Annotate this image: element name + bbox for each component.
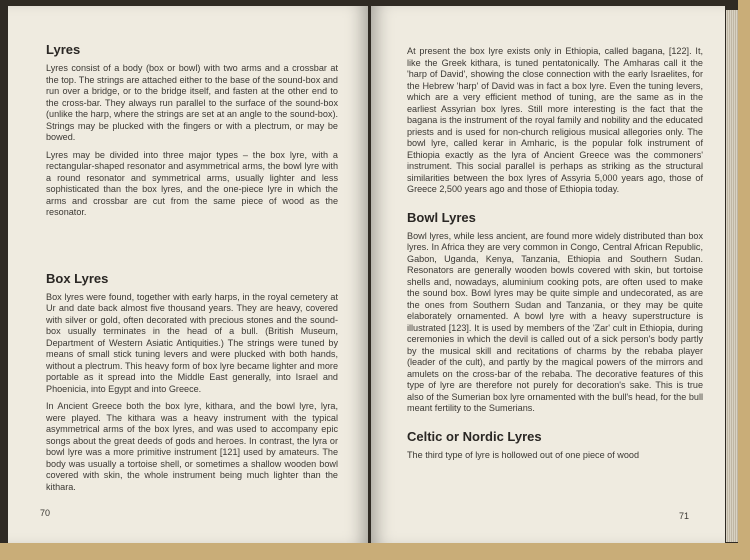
page-number-left: 70 — [40, 508, 51, 518]
right-page-text — [407, 46, 703, 467]
left-page — [8, 6, 368, 543]
heading-celtic-nordic-lyres: Celtic or Nordic Lyres — [407, 428, 542, 444]
right-page — [371, 6, 725, 543]
paragraph: Lyres may be divided into three major types – the box lyre, with a rectangular-shaped resonator and asymmetrical arms, the bowl lyre with a round resonator and symmetrical arms, usually lighter and less sophisticated than the box lyres, and the one-piece lyre in which the arms and crossbar are cut from the same piece of wood as the resonator. — [46, 149, 338, 217]
heading-lyres: Lyres — [46, 42, 81, 57]
heading-box-lyres: Box Lyres — [46, 270, 109, 286]
book-cover-right — [738, 0, 750, 560]
paragraph: At present the box lyre exists only in Ethiopia, called bagana, [122]. It, like the Greek kithara, is tuned pentatonically. The Amharas call it the 'harp of David', showing the close connection with the early Israelites, for the Hebrew 'harp' of David was in fact a box lyre. Even the tuning levers, which are a very efficient method of tuning, are the same as in the earliest Assyrian box lyres. Still more interesting is the fact that the bagana is the instrument of the royal family and nobility and the educated priests and is used for non-church religious musical allegories only. The bowl lyre, called kerar in Amharic, is the popular folk instrument of Ethiopia exactly as the lyra of Ancient Greece was the commoners' instrument. This social parallel is perhaps as striking as the structural similarities between the box lyres of Assyria 5,000 years ago, those of Greece 2,500 years ago and those of Ethiopia today. — [407, 46, 703, 194]
page-number-right: 71 — [679, 511, 690, 521]
heading-bowl-lyres: Bowl Lyres — [407, 209, 476, 225]
left-page-text — [46, 42, 338, 499]
paragraph: In Ancient Greece both the box lyre, kithara, and the bowl lyre, lyra, were played. The kithara was a heavy instrument with the typical asymmetrical arms of the box lyres, and was used to accompany epic songs about the great deeds of gods and heroes. In contrast, the lyra or bowl lyre was a more primitive instrument [121] used by amateurs. The body was usually a tortoise shell, or sometimes a shallow wooden bowl covered with skin, the whole instrument being much lighter than the kithara. — [46, 401, 338, 492]
paragraph: The third type of lyre is hollowed out of one piece of wood — [407, 449, 640, 460]
book-cover-bottom — [0, 543, 750, 560]
page-edges — [726, 10, 738, 542]
paragraph: Bowl lyres, while less ancient, are found more widely distributed than box lyres. In Africa they are very common in Congo, Central African Republic, Gabon, Uganda, Kenya, Tanzania, Ethiopia and Southern Sudan. Resonators are generally wooden bowls covered with skin, but tortoise shells and, nowadays, aluminium cooking pots, are often used to make the sound box. Bowl lyres may be quite simple and undecorated, as are the ones from Southern Sudan and Tanzania, or they may be quite elaborately ornamented. A bowl lyre with a heavy superstructure is illustrated [123]. It is used by members of the 'Zar' cult in Ethiopia, during ceremonies in which the devil is called out of a sick person's body partly by the musical skill and recitations of charms by the rebaba player (leader of the cult), and partly by the magical powers of the mirrors and amulets on the cross-bar of the rebaba. The decorative features of this type of lyre are therefore not purely for decoration's sake. This is true also of the Sumerian box lyre ornamented with the bull's head, for the bull meant fertility to the Sumerians. — [407, 230, 703, 413]
paragraph: Box lyres were found, together with early harps, in the royal cemetery at Ur and date back almost five thousand years. They are heavy, covered with silver or gold, often decorated with precious stones and the sound-box usually terminates in the head of a bull. (British Museum, Department of Western Asiatic Antiquities.) The strings were tuned by means of small stick tuning levers and were plucked with both hands, without a plectrum. This heavy form of box lyre became lighter and more portable as it spread into the Middle East generally, into Israel and Phoenicia, into Egypt and into Greece. — [46, 291, 338, 394]
paragraph: Lyres consist of a body (box or bowl) with two arms and a crossbar at the top. The strings are attached either to the base of the sound-box and run over a bridge, or to the bridge itself, and fasten at the other end to the cross-bar. They always run parallel to the surface of the sound-box (unlike the harp, where the strings are set at an angle to the sound-box). Strings may be plucked with the fingers or with a plectrum, or may be bowed. — [46, 63, 338, 142]
